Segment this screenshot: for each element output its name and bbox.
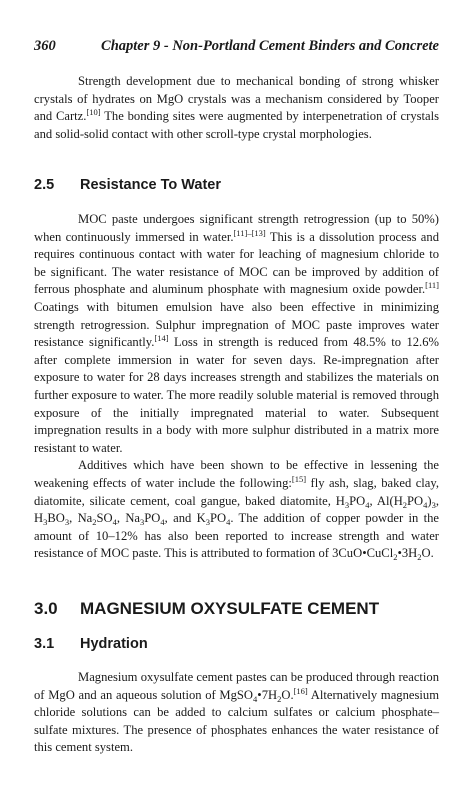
citation: [14]: [154, 333, 169, 344]
section-heading-3-0: [34, 599, 439, 619]
page-number: 360: [34, 38, 56, 54]
section-number: 3.0: [34, 599, 58, 618]
section-number: 3.1: [34, 636, 55, 652]
moc-paragraph-block: [34, 211, 439, 563]
section-title: Resistance To Water: [80, 177, 222, 193]
section-number: 2.5: [34, 177, 55, 193]
citation: [15]: [291, 473, 307, 484]
intro-paragraph-block: [34, 73, 439, 143]
citation: [11]–[13]: [233, 227, 266, 238]
hydration-paragraph: Magnesium oxysulfate cement pastes can be produced through reaction of MgO and an aqueous solution of $MgSO_4•7H_2O.[16]$ Alternatively magnesium chloride solutions can be added to calcium sulfates or calcium phosphate–sulfate mixtures. The presence of phosphates enhances the water resistance of this cement system.: [34, 670, 439, 755]
intro-paragraph: Strength development due to mechanical bonding of strong whisker crystals of hydrates on MgO crystals was a mechanism considered by Tooper and Cartz.[10] The bonding sites were augmented by interpenetration of crystals and solid-solid contact with other scroll-type crystal morphologies.: [34, 74, 439, 141]
section-title: MAGNESIUM OXYSULFATE CEMENT: [80, 599, 380, 618]
chapter-title: Chapter 9 - Non-Portland Cement Binders and Concrete: [101, 38, 439, 54]
section-heading-2-5: [34, 177, 439, 193]
hydration-paragraph-block: [34, 669, 439, 757]
running-header: [34, 38, 439, 58]
citation: [10]: [86, 107, 101, 118]
moc-paragraph: MOC paste undergoes significant strength retrogression (up to 50%) when continuously immersed in water.[11]–[13] This is a dissolution process and requires continuous contact with water for leaching of magnesium chloride to be significant. The water resistance of MOC can be improved by addition of ferrous phosphate and aluminum phosphate with magnesium oxide powder.[11] Coatings with bitumen emulsion have also been effective in minimizing strength retrogression. Sulphur impregnation of MOC paste improves water resistance significantly.[14] Loss in strength is reduced from 48.5% to 12.6% after complete immersion in water for seven days. Re-impregnation after exposure to water for 28 days increases strength and stabilizes the materials on further exposure to water. The more readily soluble material is removed through exposure of the initially impregnated material to water. Subsequent impregnation results in a body with more sulphur distributed in a matrix more resistant to water.: [34, 212, 439, 455]
citation: [11]: [425, 280, 439, 291]
section-title: Hydration: [80, 636, 148, 652]
additives-paragraph: Additives which have been shown to be effective in lessening the weakening effects of water include the following:[15] fly ash, slag, baked clay, diatomite, silicate cement, coal gangue, baked diatomite, $H_3PO_4$, $Al(H_2PO_4)_3$, $H_3BO_3$, $Na_2SO_4$, $Na_3PO_4$, and $K_3PO_4$. The addition of copper powder in the amount of 10–12% has also been reported to increase strength and water resistance of MOC paste. This is attributed to formation of $3CuO•CuCl_2•3H_2O$.: [34, 458, 440, 563]
section-heading-3-1: [34, 636, 439, 652]
citation: [16]: [293, 685, 308, 696]
